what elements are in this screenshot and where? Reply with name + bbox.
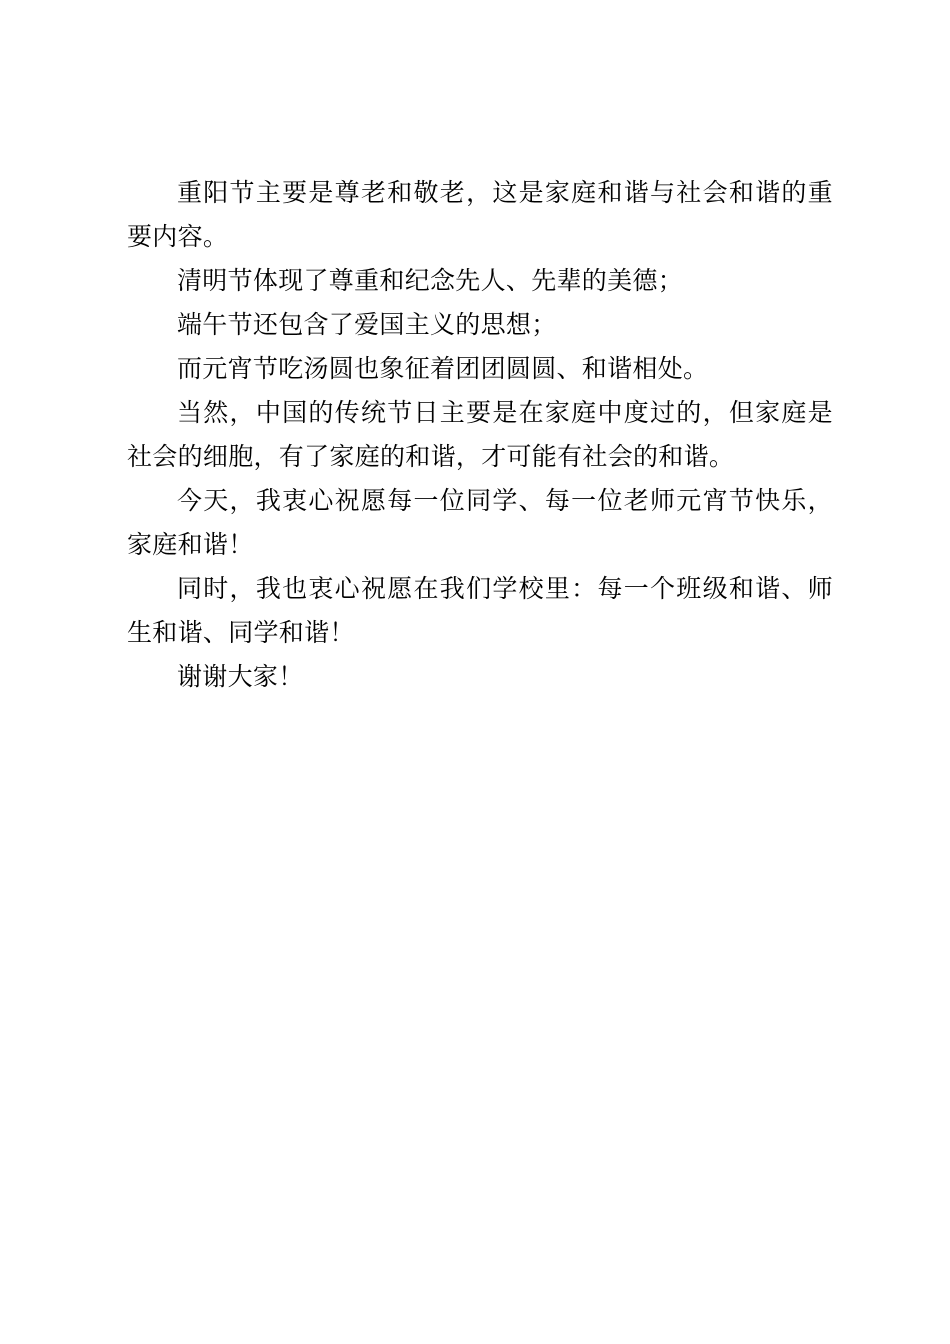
paragraph-qingming: 清明节体现了尊重和纪念先人、先辈的美德； — [177, 266, 684, 295]
paragraph-duanwu: 端午节还包含了爱国主义的思想； — [177, 310, 557, 339]
document-body — [127, 171, 833, 699]
paragraph-wishes-school: 同时，我也衷心祝愿在我们学校里：每一个班级和谐、师生和谐、同学和谐！ — [127, 574, 833, 647]
paragraph-thanks: 谢谢大家！ — [177, 662, 304, 691]
paragraph-family-harmony: 当然，中国的传统节日主要是在家庭中度过的，但家庭是社会的细胞，有了家庭的和谐，才可能有社会的和谐。 — [127, 398, 833, 471]
paragraph-wishes-today: 今天，我衷心祝愿每一位同学、每一位老师元宵节快乐，家庭和谐！ — [127, 486, 833, 559]
paragraph-yuanxiao: 而元宵节吃汤圆也象征着团团圆圆、和谐相处。 — [177, 354, 709, 383]
paragraph-chongyang: 重阳节主要是尊老和敬老，这是家庭和谐与社会和谐的重要内容。 — [127, 178, 833, 251]
